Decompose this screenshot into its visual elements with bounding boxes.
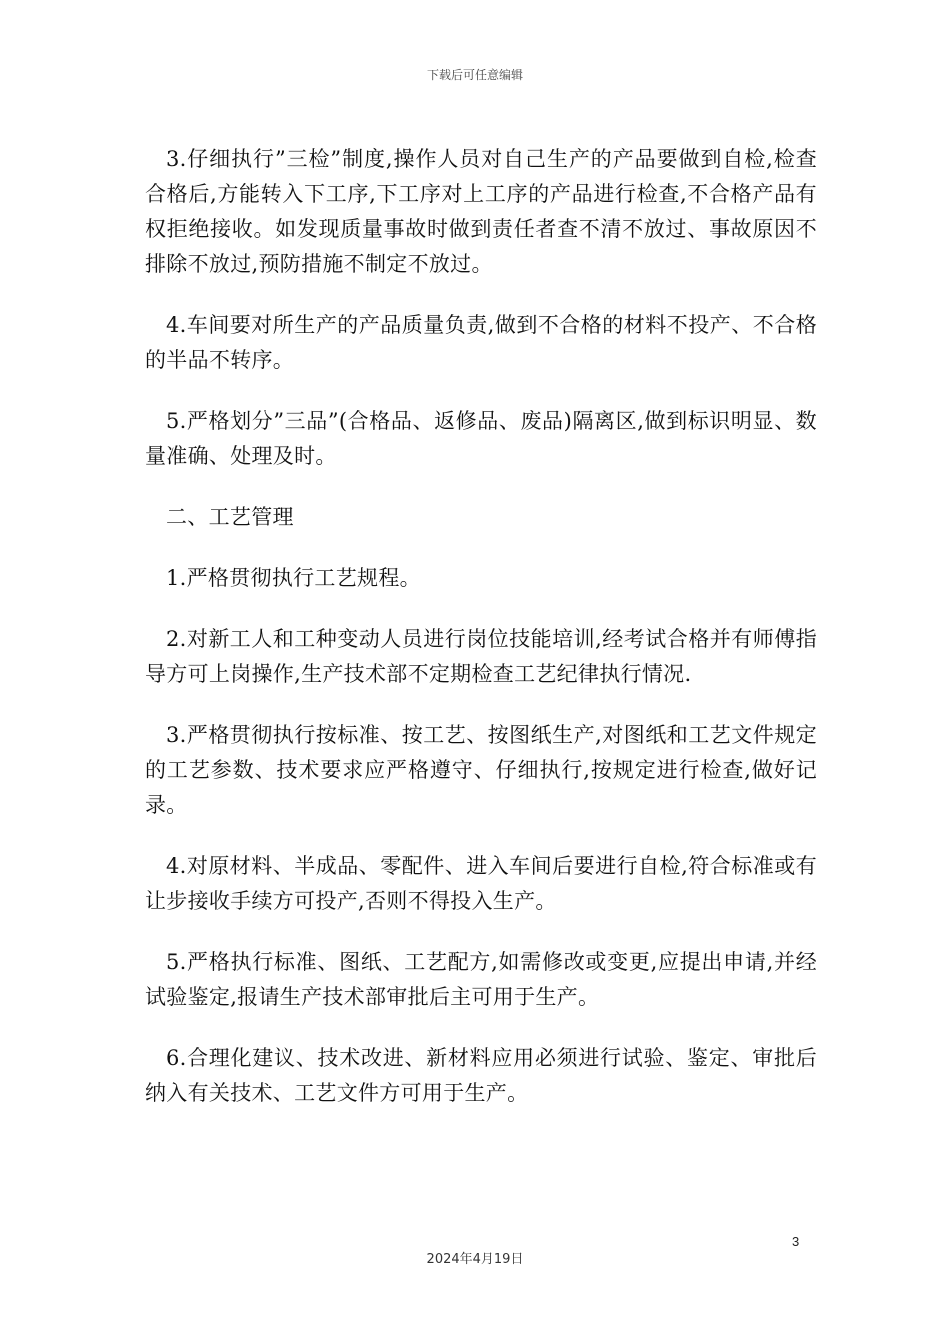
paragraph-quality-5: 5.严格划分”三品”(合格品、返修品、废品)隔离区,做到标识明显、数量准确、处理及时。 <box>145 409 817 468</box>
page-number: 3 <box>792 1234 800 1249</box>
paragraph-process-6: 6.合理化建议、技术改进、新材料应用必须进行试验、鉴定、审批后纳入有关技术、工艺文件方可用于生产。 <box>145 1046 817 1105</box>
document-body <box>145 142 817 1137</box>
paragraph-quality-4: 4.车间要对所生产的产品质量负责,做到不合格的材料不投产、不合格的半品不转序。 <box>145 313 817 372</box>
paragraph-process-1: 1.严格贯彻执行工艺规程。 <box>166 566 421 590</box>
paragraph-process-4: 4.对原材料、半成品、零配件、进入车间后要进行自检,符合标准或有让步接收手续方可投产,否则不得投入生产。 <box>145 854 817 913</box>
page-header: 下载后可任意编辑 <box>426 68 523 82</box>
section-heading-process: 二、工艺管理 <box>166 505 294 529</box>
paragraph-process-3: 3.严格贯彻执行按标准、按工艺、按图纸生产,对图纸和工艺文件规定的工艺参数、技术要求应严格遵守、仔细执行,按规定进行检查,做好记录。 <box>145 723 817 817</box>
page-footer-date: 2024年4月19日 <box>426 1252 524 1267</box>
paragraph-process-5: 5.严格执行标准、图纸、工艺配方,如需修改或变更,应提出申请,并经试验鉴定,报请生产技术部审批后主可用于生产。 <box>145 950 817 1009</box>
paragraph-process-2: 2.对新工人和工种变动人员进行岗位技能培训,经考试合格并有师傅指导方可上岗操作,生产技术部不定期检查工艺纪律执行情况. <box>145 627 817 686</box>
paragraph-quality-3: 3.仔细执行”三检”制度,操作人员对自己生产的产品要做到自检,检查合格后,方能转入下工序,下工序对上工序的产品进行检查,不合格产品有权拒绝接收。如发现质量事故时做到责任者查不清不放过、事故原因不排除不放过,预防措施不制定不放过。 <box>145 147 817 276</box>
